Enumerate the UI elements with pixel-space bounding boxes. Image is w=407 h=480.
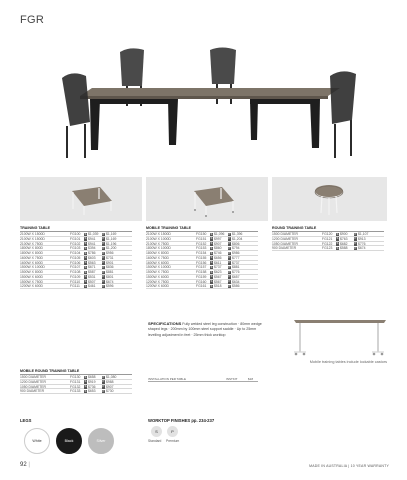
premium-price: $986 — [232, 251, 240, 255]
standard-badge: S — [84, 279, 87, 284]
swatch-label: White — [32, 439, 42, 443]
standard-badge: S — [84, 379, 87, 384]
code-cell: FG123 — [322, 246, 333, 251]
size-cell: 1500 DIAMETER — [20, 375, 47, 379]
premium-badge: P — [102, 241, 105, 246]
standard-badge: S — [210, 236, 213, 241]
installation-row — [148, 377, 258, 382]
standard-price: $941 — [88, 236, 96, 241]
size-cell: 1800W X 800D — [20, 251, 43, 255]
code-cell: FG120 — [322, 232, 333, 236]
standard-badge: S — [84, 384, 87, 389]
premium-price: $1,204 — [232, 236, 243, 241]
standard-price: $737 — [214, 265, 222, 270]
code-cell: FG122 — [322, 241, 333, 246]
size-cell: 1200W X 600D — [146, 284, 169, 289]
code-cell: FG121 — [322, 236, 333, 241]
standard-price: $603 — [88, 255, 96, 260]
size-cell: 900 DIAMETER — [20, 389, 45, 394]
premium-price: $674 — [106, 279, 114, 284]
premium-badge: P — [354, 245, 357, 250]
premium-price: $1,169 — [106, 232, 117, 236]
premium-badge: P — [228, 231, 231, 236]
premium-price: $907 — [106, 384, 114, 389]
premium-price: $737 — [232, 260, 240, 265]
code-cell: FG160 — [196, 279, 207, 284]
code-cell: FG106 — [70, 260, 81, 265]
size-cell: 1500 DIAMETER — [272, 232, 299, 236]
premium-price: $794 — [232, 246, 240, 251]
size-cell: 1800W X 800D — [146, 251, 169, 255]
installation-price: $18 — [248, 377, 254, 381]
finish-standard-label: Standard — [148, 439, 162, 443]
premium-price: $901 — [106, 260, 114, 265]
premium-price: $881 — [232, 265, 240, 270]
code-cell: FG155 — [196, 255, 207, 260]
standard-price: $860 — [214, 246, 222, 251]
standard-badge: S — [84, 269, 87, 274]
code-cell: FG101 — [70, 236, 81, 241]
code-cell: FG130 — [70, 375, 81, 379]
premium-price: $881 — [106, 270, 114, 274]
premium-badge: P — [102, 260, 105, 265]
standard-price: $588 — [340, 246, 348, 251]
premium-price: $1,200 — [106, 246, 117, 251]
code-cell: FG133 — [70, 389, 81, 394]
round-training-table-image — [272, 177, 387, 221]
premium-badge: P — [102, 283, 105, 288]
size-cell: 1800W X 800D — [20, 246, 43, 251]
code-cell: FG157 — [196, 265, 207, 270]
finish-standard-badge: S — [151, 426, 162, 437]
premium-badge: P — [102, 279, 105, 284]
legs-heading: LEGS — [20, 418, 32, 423]
code-cell: FG156 — [196, 260, 207, 265]
code-cell: FG104 — [70, 251, 81, 255]
size-cell: 2100W X 1500D — [20, 232, 45, 236]
size-cell: 1600W X 600D — [20, 260, 43, 265]
premium-price: $1,196 — [106, 241, 117, 246]
code-cell: FG159 — [196, 274, 207, 279]
standard-price: $900 — [340, 232, 348, 236]
premium-badge: P — [228, 250, 231, 255]
code-cell: FG150 — [196, 232, 207, 236]
code-cell: FG158 — [196, 270, 207, 274]
size-cell: 1500W X 1000D — [146, 265, 171, 270]
swatch-label: Silver — [96, 439, 106, 443]
premium-badge: P — [228, 279, 231, 284]
standard-badge: S — [84, 255, 87, 260]
size-cell: 1500W X 1000D — [20, 265, 45, 270]
standard-price: $907 — [214, 241, 222, 246]
standard-price: $658 — [88, 375, 96, 379]
training-table-list — [20, 226, 132, 289]
premium-price: $731 — [106, 255, 114, 260]
premium-badge: P — [102, 384, 105, 389]
training-table-image — [20, 177, 142, 221]
premium-badge: P — [102, 250, 105, 255]
code-cell: FG108 — [70, 270, 81, 274]
premium-price: $956 — [106, 251, 114, 255]
table-row — [272, 246, 384, 251]
size-cell: 1600W X 750D — [20, 255, 43, 260]
mobile-training-table-list — [146, 226, 258, 289]
code-cell: FG111 — [70, 284, 80, 289]
standard-badge: S — [84, 250, 87, 255]
premium-price: $657 — [232, 274, 240, 279]
finish-premium-label: Premium — [166, 439, 180, 443]
size-cell: 1600W X 750D — [146, 255, 169, 260]
premium-price: $730 — [106, 389, 114, 394]
standard-badge: S — [210, 255, 213, 260]
installation-label: INSTALLATION PER TABLE — [148, 377, 186, 381]
standard-price: $587 — [88, 270, 96, 274]
code-cell: FG152 — [196, 241, 207, 246]
standard-badge: S — [84, 241, 87, 246]
page-title: FGR — [20, 14, 45, 26]
premium-badge: P — [354, 231, 357, 236]
code-cell: FG131 — [70, 379, 81, 384]
premium-badge: P — [228, 283, 231, 288]
premium-price: $596 — [106, 284, 114, 289]
size-cell: 1500W X 750D — [146, 270, 169, 274]
standard-price: $531 — [88, 274, 96, 279]
standard-price: $518 — [214, 284, 222, 289]
size-cell: 1200 DIAMETER — [272, 236, 299, 241]
premium-badge: P — [228, 236, 231, 241]
size-cell: 2100W X 1500D — [20, 236, 45, 241]
standard-price: $763 — [340, 236, 348, 241]
standard-price: $941 — [88, 241, 96, 246]
size-cell: 1200W X 600D — [20, 284, 43, 289]
hero-table-image — [60, 40, 360, 170]
standard-badge: S — [210, 269, 213, 274]
standard-badge: S — [84, 283, 87, 288]
standard-badge: S — [210, 279, 213, 284]
size-cell: 1600W X 600D — [146, 260, 169, 265]
premium-price: $988 — [106, 379, 114, 384]
standard-badge: S — [336, 245, 339, 250]
mobile-training-table-image — [146, 177, 268, 221]
standard-price: $394 — [88, 246, 96, 251]
premium-badge: P — [102, 255, 105, 260]
premium-price: $1,169 — [106, 236, 117, 241]
mobile-round-table-list — [20, 369, 132, 394]
code-cell: FG154 — [196, 251, 207, 255]
leg-swatch-black — [56, 428, 82, 454]
size-cell: 1500W X 800D — [20, 270, 43, 274]
premium-badge: P — [102, 388, 105, 393]
standard-price: $786 — [88, 251, 96, 255]
premium-badge: P — [228, 245, 231, 250]
premium-badge: P — [102, 274, 105, 279]
premium-badge: P — [354, 241, 357, 246]
standard-price: $507 — [88, 279, 96, 284]
premium-badge: P — [228, 274, 231, 279]
standard-price: $611 — [214, 260, 222, 265]
premium-badge: P — [102, 231, 105, 236]
standard-badge: S — [84, 231, 87, 236]
standard-price: $919 — [88, 379, 96, 384]
premium-price: $1,396 — [232, 232, 243, 236]
installation-code: INSTKIT — [226, 377, 238, 381]
standard-price: $746 — [214, 251, 222, 255]
standard-badge: S — [210, 231, 213, 236]
standard-badge: S — [84, 236, 87, 241]
size-cell: 900 DIAMETER — [272, 246, 297, 251]
code-cell: FG103 — [70, 246, 81, 251]
standard-badge: S — [84, 264, 87, 269]
table-row — [20, 389, 132, 394]
premium-badge: P — [102, 245, 105, 250]
size-cell: 1500W X 750D — [20, 279, 43, 284]
premium-badge: P — [102, 374, 105, 379]
code-cell: FG110 — [70, 279, 81, 284]
premium-price: $806 — [232, 241, 240, 246]
size-cell: 1050 DIAMETER — [20, 384, 47, 389]
standard-price: $567 — [214, 279, 222, 284]
specifications-heading: SPECIFICATIONS — [148, 321, 182, 326]
premium-price: $674 — [358, 246, 366, 251]
premium-badge: P — [228, 255, 231, 260]
standard-badge: S — [84, 260, 87, 265]
premium-price: $634 — [232, 279, 240, 284]
premium-badge: P — [228, 264, 231, 269]
standard-badge: S — [210, 250, 213, 255]
finish-premium-badge: P — [167, 426, 178, 437]
code-cell: FG132 — [70, 384, 81, 389]
premium-price: $1,080 — [106, 375, 117, 379]
section-title: TRAINING TABLE — [20, 226, 132, 232]
size-cell: 1200 DIAMETER — [20, 379, 47, 384]
premium-price: $913 — [358, 236, 366, 241]
round-training-table-list — [272, 226, 384, 251]
specifications-text: Fully welded steel leg construction · 80mm wedge shaped legs · 200mm by 100mm steel support saddle · Up to 25mm levelling adjustment in feet · 25mm thick worktop — [148, 322, 262, 337]
standard-price: $682 — [340, 241, 348, 246]
finishes-heading: WORKTOP FINISHES pp. 234-237 — [148, 418, 215, 423]
section-title: MOBILE TRAINING TABLE — [146, 226, 258, 232]
code-cell: FG100 — [70, 232, 81, 236]
standard-price: $563 — [88, 260, 96, 265]
premium-badge: P — [102, 236, 105, 241]
size-cell: 2100W X 1500D — [146, 232, 171, 236]
standard-badge: S — [84, 245, 87, 250]
code-cell: FG161 — [196, 284, 207, 289]
premium-badge: P — [228, 269, 231, 274]
premium-price: $836 — [106, 265, 114, 270]
standard-badge: S — [210, 241, 213, 246]
standard-price: $997 — [214, 236, 222, 241]
premium-badge: P — [102, 264, 105, 269]
code-cell: FG105 — [70, 255, 81, 260]
standard-badge: S — [84, 374, 87, 379]
page-number-value: 92 — [20, 462, 27, 468]
standard-price: $653 — [88, 389, 96, 394]
section-title: ROUND TRAINING TABLE — [272, 226, 384, 232]
standard-badge: S — [210, 283, 213, 288]
standard-price: $1,096 — [214, 232, 225, 236]
premium-price: $776 — [358, 241, 366, 246]
standard-badge: S — [210, 274, 213, 279]
size-cell: 1500W X 600D — [146, 274, 169, 279]
code-cell: FG151 — [196, 236, 207, 241]
standard-badge: S — [336, 241, 339, 246]
standard-price: $656 — [214, 255, 222, 260]
section-title: MOBILE ROUND TRAINING TABLE — [20, 369, 132, 375]
standard-price: $671 — [88, 265, 96, 270]
specifications — [148, 321, 266, 338]
premium-price: $801 — [106, 274, 114, 279]
premium-badge: P — [228, 260, 231, 265]
size-cell: 1050 DIAMETER — [272, 241, 299, 246]
premium-badge: P — [102, 269, 105, 274]
standard-price: $623 — [214, 270, 222, 274]
size-cell: 2100W X 750D — [20, 241, 43, 246]
standard-price: $461 — [88, 284, 96, 289]
standard-price: $1,039 — [88, 232, 99, 236]
size-cell: 2100W X 750D — [146, 241, 169, 246]
standard-price: $736 — [88, 384, 96, 389]
code-cell: FG109 — [70, 274, 81, 279]
size-cell: 1800W X 1000D — [146, 246, 171, 251]
code-cell: FG107 — [70, 265, 81, 270]
leg-swatch-white — [24, 428, 50, 454]
standard-badge: S — [336, 236, 339, 241]
premium-badge: P — [354, 236, 357, 241]
footer-warranty: MADE IN AUSTRALIA | 10 YEAR WARRANTY — [309, 464, 389, 468]
standard-badge: S — [210, 264, 213, 269]
standard-badge: S — [336, 231, 339, 236]
premium-price: $1,107 — [358, 232, 369, 236]
standard-badge: S — [210, 260, 213, 265]
premium-price: $586 — [232, 284, 240, 289]
code-cell: FG102 — [70, 241, 81, 246]
swatch-label: Black — [64, 439, 74, 443]
standard-badge: S — [84, 388, 87, 393]
mobile-table-caption: Mobile training tables include lockable castors — [309, 360, 387, 364]
size-cell: 1200W X 750D — [146, 279, 169, 284]
premium-badge: P — [102, 379, 105, 384]
premium-price: $776 — [232, 270, 240, 274]
premium-badge: P — [228, 241, 231, 246]
table-row — [146, 284, 258, 289]
code-cell: FG153 — [196, 246, 207, 251]
leg-swatch-silver — [88, 428, 114, 454]
table-row — [20, 284, 132, 289]
premium-price: $777 — [232, 255, 240, 260]
size-cell: 1500W X 600D — [20, 274, 43, 279]
standard-badge: S — [84, 274, 87, 279]
standard-badge: S — [210, 245, 213, 250]
standard-price: $567 — [214, 274, 222, 279]
size-cell: 2100W X 1000D — [146, 236, 171, 241]
mobile-table-image — [290, 318, 390, 358]
page-number: 92 | — [20, 462, 30, 468]
